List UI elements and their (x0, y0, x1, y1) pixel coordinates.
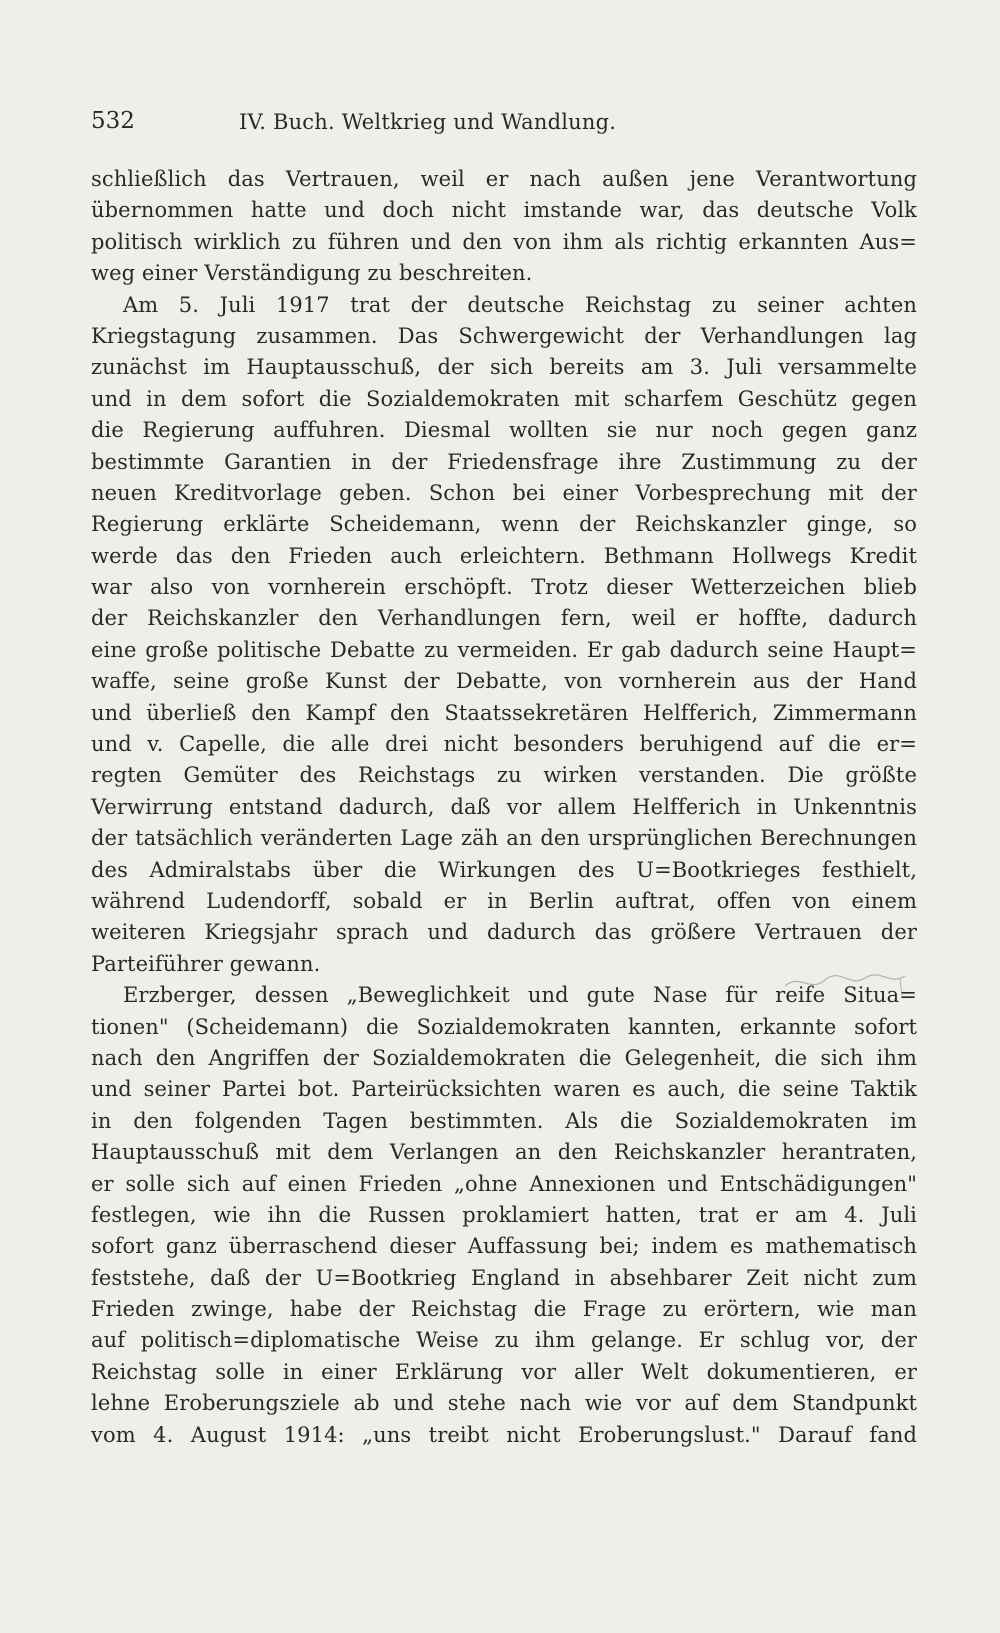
text-line: des Admiralstabs über die Wirkungen des U=Bootkrieges festhielt, (91, 857, 917, 882)
running-head: IV. Buch. Weltkrieg und Wandlung. (239, 110, 617, 134)
text-line: tionen" (Scheidemann) die Sozialdemokraten kannten, erkannte sofort (91, 1014, 917, 1039)
text-line: Verwirrung entstand dadurch, daß vor allem Helfferich in Unkenntnis (91, 794, 917, 819)
text-line: Kriegstagung zusammen. Das Schwergewicht der Verhandlungen lag (91, 323, 917, 348)
body-text (91, 164, 917, 1451)
text-line: während Ludendorff, sobald er in Berlin auftrat, offen von einem (91, 888, 917, 913)
page-number: 532 (91, 108, 135, 134)
text-line: regten Gemüter des Reichstags zu wirken verstanden. Die größte (91, 763, 917, 788)
text-line: auf politisch=diplomatische Weise zu ihm gelange. Er schlug vor, der (91, 1328, 917, 1353)
text-line: in den folgenden Tagen bestimmten. Als die Sozialdemokraten im (91, 1108, 917, 1133)
text-line: waffe, seine große Kunst der Debatte, von vornherein aus der Hand (91, 669, 917, 694)
text-line: Parteiführer gewann. (91, 951, 321, 976)
text-line: Hauptausschuß mit dem Verlangen an den Reichskanzler herantraten, (91, 1140, 917, 1165)
text-line: nach den Angriffen der Sozialdemokraten die Gelegenheit, die sich ihm (91, 1045, 917, 1070)
text-line: lehne Eroberungsziele ab und stehe nach wie vor auf dem Standpunkt (91, 1391, 917, 1416)
text-line: zunächst im Hauptausschuß, der sich bereits am 3. Juli versammelte (91, 355, 917, 380)
text-line: und v. Capelle, die alle drei nicht besonders beruhigend auf die er= (91, 732, 917, 757)
text-line: der Reichskanzler den Verhandlungen fern, weil er hoffte, dadurch (91, 606, 917, 631)
text-line: eine große politische Debatte zu vermeiden. Er gab dadurch seine Haupt= (91, 637, 917, 662)
text-line: Erzberger, dessen „Beweglichkeit und gute Nase für reife Situa= (123, 983, 917, 1008)
text-line: Reichstag solle in einer Erklärung vor aller Welt dokumentieren, er (91, 1359, 917, 1384)
text-line: Regierung erklärte Scheidemann, wenn der Reichskanzler ginge, so (91, 512, 917, 537)
text-line: neuen Kreditvorlage geben. Schon bei einer Vorbesprechung mit der (91, 480, 917, 505)
text-line: er solle sich auf einen Frieden „ohne Annexionen und Entschädigungen" (91, 1171, 917, 1196)
text-line: und seiner Partei bot. Parteirücksichten waren es auch, die seine Taktik (91, 1077, 917, 1102)
text-line: weiteren Kriegsjahr sprach und dadurch das größere Vertrauen der (91, 920, 917, 945)
text-line: schließlich das Vertrauen, weil er nach außen jene Verantwortung (91, 167, 917, 191)
text-line: übernommen hatte und doch nicht imstande war, das deutsche Volk (91, 198, 917, 223)
text-line: festlegen, wie ihn die Russen proklamiert hatten, trat er am 4. Juli (91, 1202, 917, 1227)
text-line: die Regierung auffuhren. Diesmal wollten sie nur noch gegen ganz (91, 418, 917, 443)
text-line: war also von vornherein erschöpft. Trotz dieser Wetterzeichen blieb (91, 575, 917, 600)
text-line: und in dem sofort die Sozialdemokraten mit scharfem Geschütz gegen (91, 386, 917, 411)
text-line: bestimmte Garantien in der Friedensfrage ihre Zustimmung zu der (91, 449, 917, 474)
text-line: vom 4. August 1914: „uns treibt nicht Eroberungslust." Darauf fand (91, 1422, 917, 1447)
text-line: Frieden zwinge, habe der Reichstag die Frage zu erörtern, wie man (91, 1297, 917, 1322)
text-line: politisch wirklich zu führen und den von ihm als richtig erkannten Aus= (91, 229, 917, 254)
page-header (91, 108, 911, 144)
pencil-annotation-icon (780, 968, 910, 998)
text-line: weg einer Verständigung zu beschreiten. (91, 261, 533, 286)
text-line: feststehe, daß der U=Bootkrieg England in absehbarer Zeit nicht zum (91, 1265, 917, 1290)
text-line: sofort ganz überraschend dieser Auffassung bei; indem es mathematisch (91, 1234, 917, 1259)
text-line: Am 5. Juli 1917 trat der deutsche Reichstag zu seiner achten (123, 292, 917, 317)
text-line: werde das den Frieden auch erleichtern. Bethmann Hollwegs Kredit (91, 543, 917, 568)
text-line: und überließ den Kampf den Staatssekretären Helfferich, Zimmermann (91, 700, 917, 725)
text-line: der tatsächlich veränderten Lage zäh an den ursprünglichen Berechnungen (91, 826, 917, 851)
